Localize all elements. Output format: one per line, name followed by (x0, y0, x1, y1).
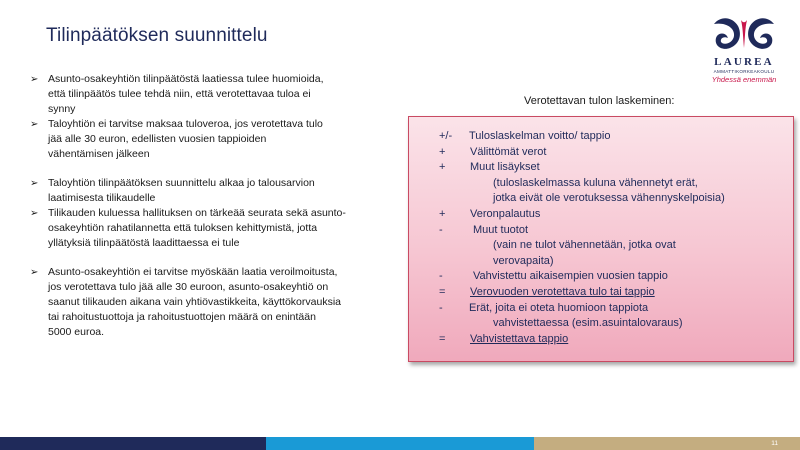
bullet-line: jää alle 30 euron, edellisten vuosien tappioiden (48, 133, 267, 145)
calc-line (439, 332, 789, 348)
calc-text: Muut tuotot (473, 223, 529, 236)
calc-text: Muut lisäykset (470, 161, 540, 174)
bullet-item (30, 72, 360, 117)
calc-operator: + (439, 207, 446, 220)
arrow-bullet-icon: ➢ (30, 119, 39, 130)
calc-text: verovapaita) (493, 254, 554, 267)
bullet-line: Tilikauden kuluessa hallituksen on tärkeää seurata sekä asunto- (48, 207, 346, 219)
calc-line (439, 207, 789, 223)
calc-line (439, 254, 789, 270)
calc-line (439, 238, 789, 254)
logo-name: LAUREA (714, 56, 774, 68)
bullet-line: Taloyhtiön ei tarvitse maksaa tuloveroa, jos verotettava tulo (48, 118, 323, 130)
bullet-line: laatimisesta tilikaudelle (48, 192, 156, 204)
arrow-bullet-icon: ➢ (30, 74, 39, 85)
calc-text: Verovuoden verotettava tulo tai tappio (470, 285, 655, 298)
bullet-line: jos verotettava tulo jää alle 30 euroon, asunto-osakeyhtiö on (48, 281, 329, 293)
calc-operator: = (439, 332, 446, 345)
slide-title: Tilinpäätöksen suunnittelu (46, 25, 268, 46)
bullet-line: vähentämisen jälkeen (48, 148, 150, 160)
calc-operator: + (439, 161, 446, 174)
bullet-item (30, 265, 360, 340)
arrow-bullet-icon: ➢ (30, 208, 39, 219)
calc-line (439, 316, 789, 332)
bullet-list (30, 72, 360, 340)
bullet-line: yllätyksiä tilinpäätöstä laadittaessa ei tule (48, 237, 240, 249)
arrow-bullet-icon: ➢ (30, 178, 39, 189)
calc-text: Vahvistettava tappio (470, 332, 569, 345)
page-number: 11 (771, 440, 778, 447)
calc-line (439, 301, 789, 317)
calc-text: vahvistettaessa (esim.asuintalovaraus) (493, 317, 683, 330)
calc-line (439, 160, 789, 176)
calc-operator: + (439, 145, 446, 158)
laurea-emblem-icon (706, 14, 782, 54)
calc-heading: Verotettavan tulon laskeminen: (524, 95, 675, 107)
calc-text: jotka eivät ole verotuksessa vähennyskelpoisia) (493, 192, 725, 205)
calc-operator: - (439, 223, 443, 236)
calc-text: Välittömät verot (470, 145, 547, 158)
calc-text: (tuloslaskelmassa kuluna vähennetyt erät, (493, 176, 698, 189)
bullet-line: 5000 euroa. (48, 326, 105, 338)
calc-operator: = (439, 285, 446, 298)
logo-tagline: Yhdessä enemmän (711, 75, 777, 84)
bullet-line: osakeyhtiön rahatilannetta että tuloksen kehittymistä, jotta (48, 222, 318, 234)
calc-line (439, 145, 789, 161)
calc-box (408, 116, 794, 362)
bullet-line: tai rahoitustuottoja ja rahoitustuottojen määrä on enintään (48, 311, 316, 323)
calc-lines (439, 129, 789, 347)
calc-text: Tuloslaskelman voitto/ tappio (469, 130, 611, 142)
bullet-line: Asunto-osakeyhtiön ei tarvitse myöskään laatia veroilmoitusta, (48, 266, 338, 278)
bullet-item (30, 206, 360, 251)
calc-operator: - (439, 270, 443, 283)
calc-line (439, 223, 789, 239)
bullet-item (30, 117, 360, 162)
footer-stripe-navy (0, 437, 266, 450)
calc-text: Vahvistettu aikaisempien vuosien tappio (473, 270, 668, 283)
footer-stripe-blue (266, 437, 534, 450)
calc-line (439, 191, 789, 207)
bullet-line: synny (48, 103, 76, 115)
calc-text: Veronpalautus (470, 207, 541, 220)
calc-line (439, 176, 789, 192)
logo-subtitle: AMMATTIKORKEAKOULU (713, 69, 775, 74)
arrow-bullet-icon: ➢ (30, 267, 39, 278)
calc-line (439, 129, 789, 145)
laurea-logo (702, 14, 786, 84)
footer-stripe-tan (534, 437, 800, 450)
calc-text: Erät, joita ei oteta huomioon tappiota (469, 301, 649, 314)
calc-text: (vain ne tulot vähennetään, jotka ovat (493, 239, 676, 252)
bullet-line: Taloyhtiön tilinpäätöksen suunnittelu alkaa jo talousarvion (48, 177, 315, 189)
calc-operator: +/- (439, 130, 453, 142)
bullet-item (30, 176, 360, 206)
calc-line (439, 269, 789, 285)
bullet-line: Asunto-osakeyhtiön tilinpäätöstä laatiessa tulee huomioida, (48, 73, 324, 85)
footer-bar (0, 437, 800, 450)
bullet-line: saanut tilikauden aikana vain yhtiövastikkeita, käyttökorvauksia (48, 296, 341, 308)
calc-operator: - (439, 301, 443, 314)
calc-line (439, 285, 789, 301)
bullet-line: että tilinpäätös tulee tehdä niin, että verotettavaa tuloa ei (48, 88, 311, 100)
